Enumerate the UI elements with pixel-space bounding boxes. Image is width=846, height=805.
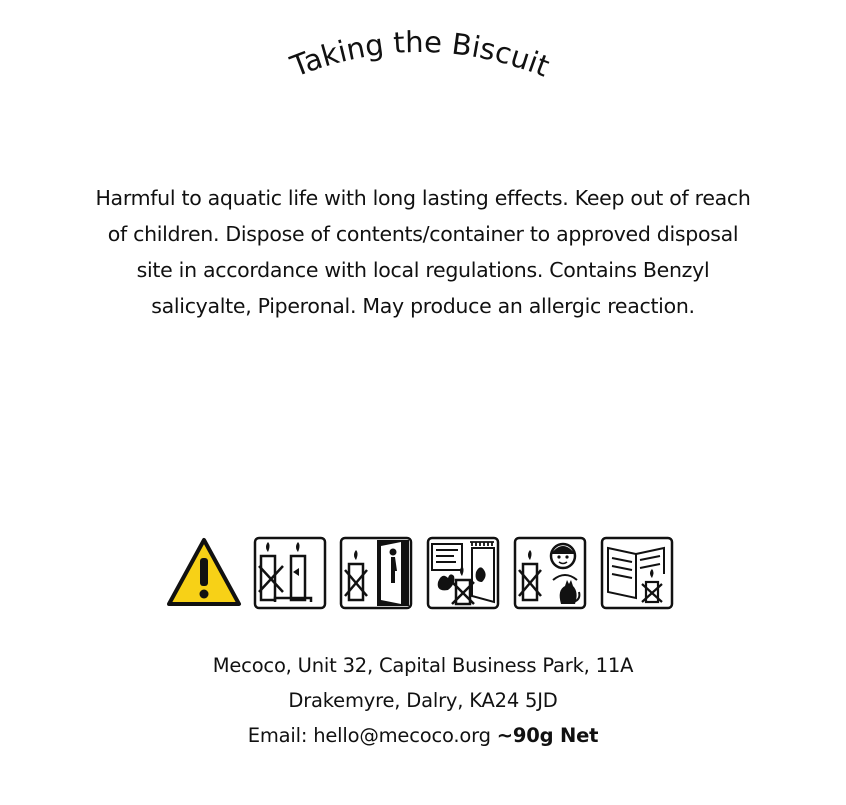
warning-triangle-icon [166,536,242,608]
svg-text:Taking the Biscuit [285,25,554,84]
keep-away-from-flammables-icon [426,536,500,610]
safety-warning-text: Harmful to aquatic life with long lasting effects. Keep out of reach of children. Dispose of contents/container to approved disposal site in accordance with local regulations. Contains Benzyl salicyalte, Piperonal. May produce an allergic reaction. [95,186,751,318]
net-weight: ~90g Net [496,724,599,747]
title-text: Taking the Biscuit [285,24,555,84]
address-line-2: Drakemyre, Dalry, KA24 5JD [288,689,558,712]
manufacturer-info [120,648,726,753]
read-instructions-icon [600,536,674,610]
label-title [235,18,605,98]
email-text: Email: hello@mecoco.org [247,724,491,747]
never-leave-burning-candle-unattended-icon [339,536,413,610]
keep-away-from-children-and-pets-icon [513,536,587,610]
no-candles-close-together-icon [253,536,327,610]
address-line-1: Mecoco, Unit 32, Capital Business Park, 11A [212,654,634,677]
contact-line [120,718,726,753]
